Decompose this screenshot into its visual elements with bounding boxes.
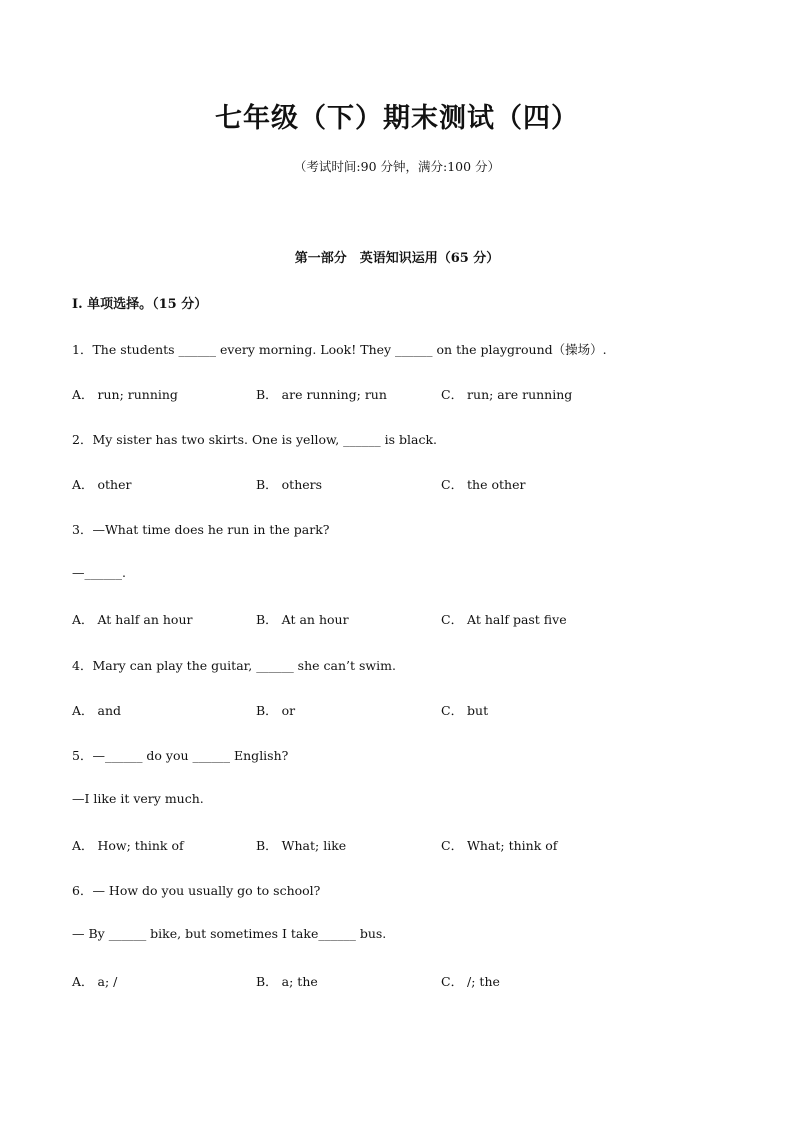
question-2-option-c: C． the other (441, 477, 526, 492)
question-4-option-a: A． and (72, 703, 122, 718)
question-3-answer-line: —______. (72, 565, 126, 580)
question-5-option-b: B． What; like (256, 838, 347, 853)
question-1-option-a: A． run; running (72, 387, 178, 402)
question-2-option-a: A． other (72, 477, 132, 492)
question-5-option-a: A． How; think of (72, 838, 184, 853)
question-4-option-c: C． but (441, 703, 489, 718)
question-5-option-c: C． What; think of (441, 838, 558, 853)
question-1-option-c: C． run; are running (441, 387, 573, 402)
question-5-answer-line: —I like it very much. (72, 791, 204, 806)
exam-title: 七年级（下）期末测试（四） (215, 103, 579, 134)
question-6-option-a: A． a; / (72, 974, 118, 989)
question-1-option-b: B． are running; run (256, 387, 387, 402)
question-6-stem: 6．— How do you usually go to school? (72, 883, 321, 898)
question-2-option-b: B． others (256, 477, 323, 492)
question-6-answer-line: — By ______ bike, but sometimes I take______ bus. (72, 926, 387, 941)
section-heading: Ⅰ. 单项选择。（15 分） (72, 297, 208, 312)
question-1-stem: 1．The students ______ every morning. Look! They ______ on the playground（操场）. (72, 342, 607, 357)
question-5-stem: 5．—______ do you ______ English? (72, 748, 289, 763)
exam-subtitle: （考试时间:90 分钟，满分:100 分） (293, 159, 501, 174)
question-3-stem: 3．—What time does he run in the park? (72, 522, 330, 537)
question-3-option-b: B． At an hour (256, 612, 349, 627)
part-one-heading: 第一部分 英语知识运用（65 分） (294, 251, 500, 266)
question-6-option-b: B． a; the (256, 974, 318, 989)
question-2-stem: 2．My sister has two skirts. One is yellow, ______ is black. (72, 432, 438, 447)
question-3-option-c: C． At half past five (441, 612, 567, 627)
question-4-option-b: B． or (256, 703, 296, 718)
question-6-option-c: C． /; the (441, 974, 500, 989)
question-3-option-a: A． At half an hour (72, 612, 193, 627)
question-4-stem: 4．Mary can play the guitar, ______ she can’t swim. (72, 658, 396, 673)
